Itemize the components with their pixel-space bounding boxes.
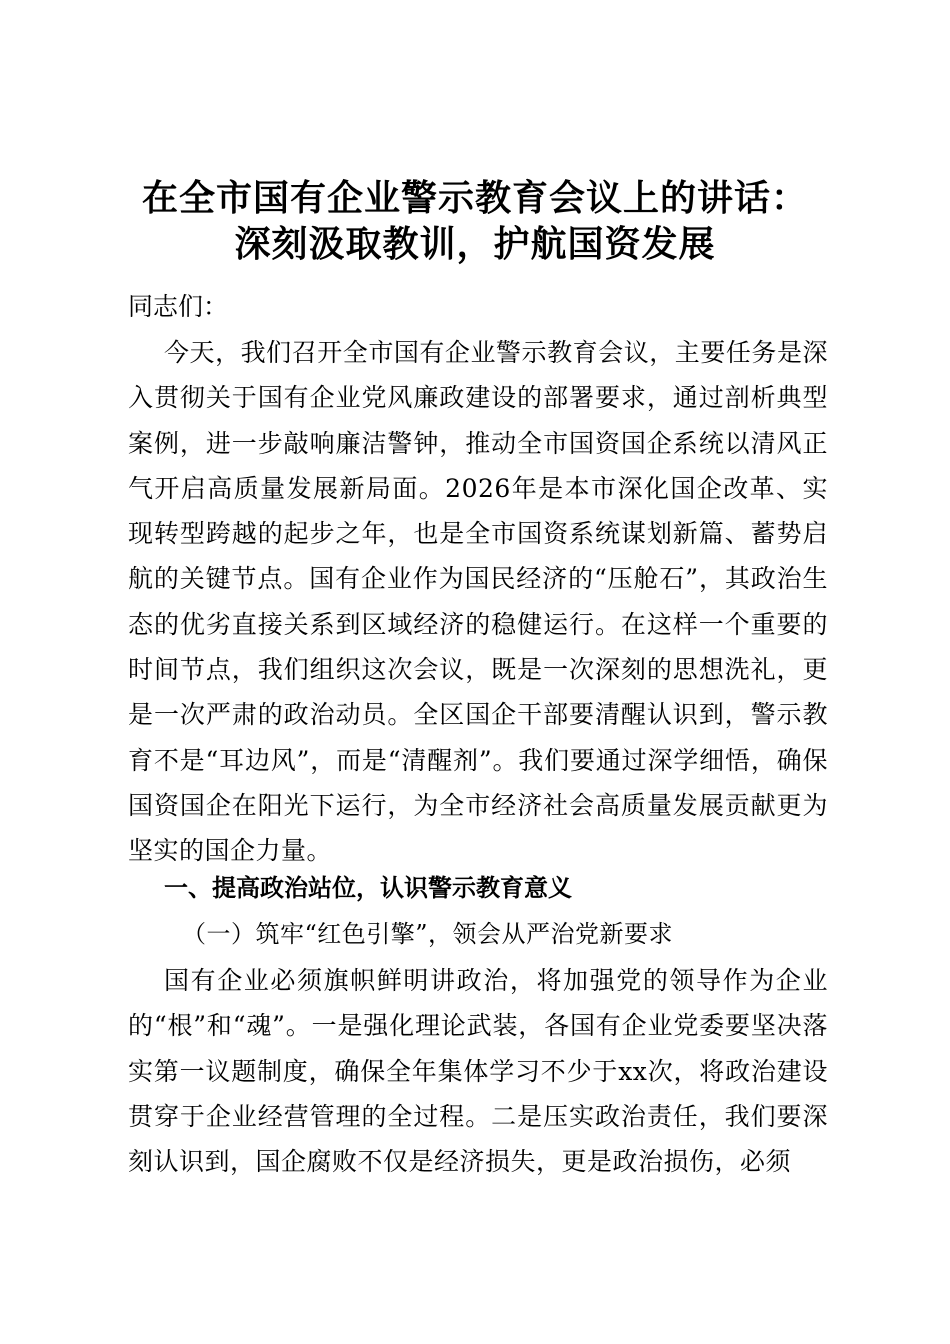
intro-paragraph: 今天，我们召开全市国有企业警示教育会议，主要任务是深入贯彻关于国有企业党风廉政建设的部署要求，通过剖析典型案例，进一步敲响廉洁警钟，推动全市国资国企系统以清风正气开启高质量发展新局面。2026年是本市深化国企改革、实现转型跨越的起步之年，也是全市国资系统谋划新篇、蓄势启航的关键节点。国有企业作为国民经济的“压舱石”，其政治生态的优劣直接关系到区域经济的稳健运行。在这样一个重要的时间节点，我们组织这次会议，既是一次深刻的思想洗礼，更是一次严肃的政治动员。全区国企干部要清醒认识到，警示教育不是“耳边风”，而是“清醒剂”。我们要通过深学细悟，确保国资国企在阳光下运行，为全市经济社会高质量发展贡献更为坚实的国企力量。 <box>128 338 828 866</box>
document-title-line-1: 在全市国有企业警示教育会议上的讲话： <box>141 177 808 219</box>
document-title-line-2: 深刻汲取教训，护航国资发展 <box>234 223 716 265</box>
subsection-paragraph-1: 国有企业必须旗帜鲜明讲政治，将加强党的领导作为企业的“根”和“魂”。一是强化理论武装，各国有企业党委要坚决落实第一议题制度，确保全年集体学习不少于xx次，将政治建设贯穿于企业经营管理的全过程。二是压实政治责任，我们要深刻认识到，国企腐败不仅是经济损失，更是政治损伤，必须 <box>128 966 828 1177</box>
salutation: 同志们： <box>128 292 229 321</box>
section-heading-1: 一、提高政治站位，认识警示教育意义 <box>164 874 572 902</box>
subsection-heading-1: （一）筑牢“红色引擎”，领会从严治党新要求 <box>182 920 674 948</box>
